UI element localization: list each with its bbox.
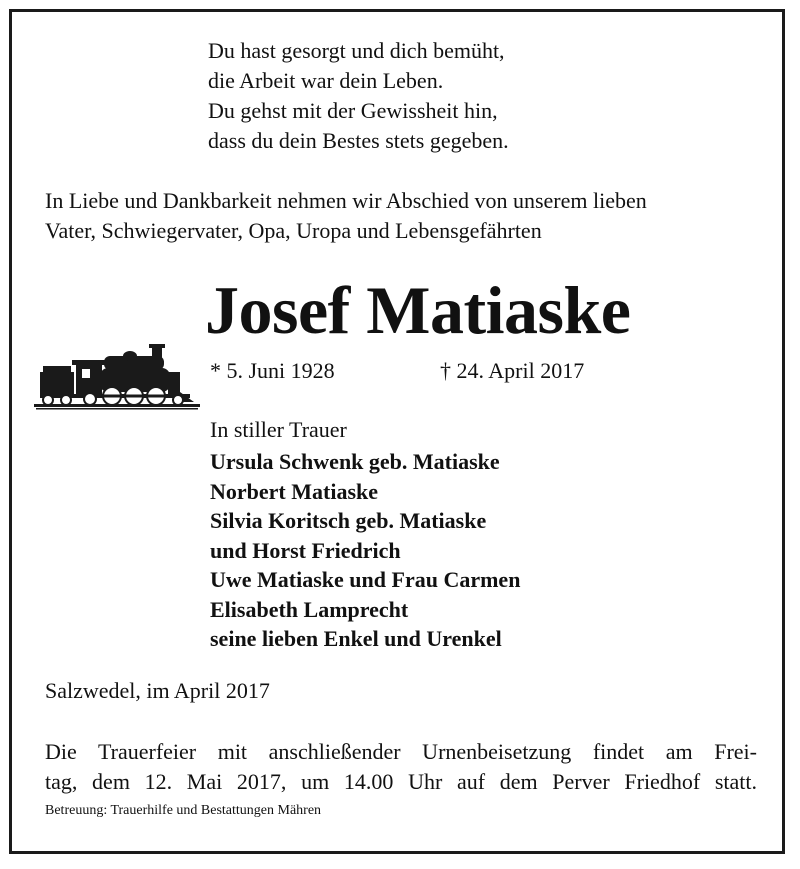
mourner: seine lieben Enkel und Urenkel	[210, 626, 502, 651]
mourning-label: In stiller Trauer	[210, 417, 347, 442]
mourner: Ursula Schwenk geb. Matiaske	[210, 449, 500, 474]
intro-text	[45, 186, 760, 246]
poem-line: die Arbeit war dein Leben.	[208, 68, 444, 93]
death-date: † 24. April 2017	[440, 358, 585, 383]
mourners-list	[210, 447, 520, 654]
intro-line: In Liebe und Dankbarkeit nehmen wir Abschied von unserem lieben	[45, 188, 647, 213]
place-and-date: Salzwedel, im April 2017	[45, 678, 270, 703]
birth-date: * 5. Juni 1928	[210, 358, 335, 383]
funeral-info	[45, 737, 757, 797]
mourner: Uwe Matiaske und Frau Carmen	[210, 567, 521, 592]
funeral-home-credit: Betreuung: Trauerhilfe und Bestattungen Mähren	[45, 803, 322, 818]
deceased-name: Josef Matiaske	[205, 272, 631, 348]
mourner: Silvia Koritsch geb. Matiaske	[210, 508, 487, 533]
steam-locomotive-icon	[34, 342, 200, 412]
mourner: Norbert Matiaske	[210, 478, 379, 504]
poem	[208, 36, 509, 156]
poem-line: Du hast gesorgt und dich bemüht,	[208, 38, 505, 63]
mourner: Elisabeth Lamprecht	[210, 596, 409, 622]
funeral-line: tag, dem 12. Mai 2017, um 14.00 Uhr auf dem Perver Friedhof statt.	[45, 769, 757, 794]
funeral-line: Die Trauerfeier mit anschließender Urnenbeisetzung findet am Frei-	[45, 739, 757, 764]
poem-line: dass du dein Bestes stets gegeben.	[208, 128, 509, 153]
mourner: und Horst Friedrich	[210, 537, 401, 563]
intro-line: Vater, Schwiegervater, Opa, Uropa und Lebensgefährten	[45, 218, 542, 243]
poem-line: Du gehst mit der Gewissheit hin,	[208, 98, 498, 123]
